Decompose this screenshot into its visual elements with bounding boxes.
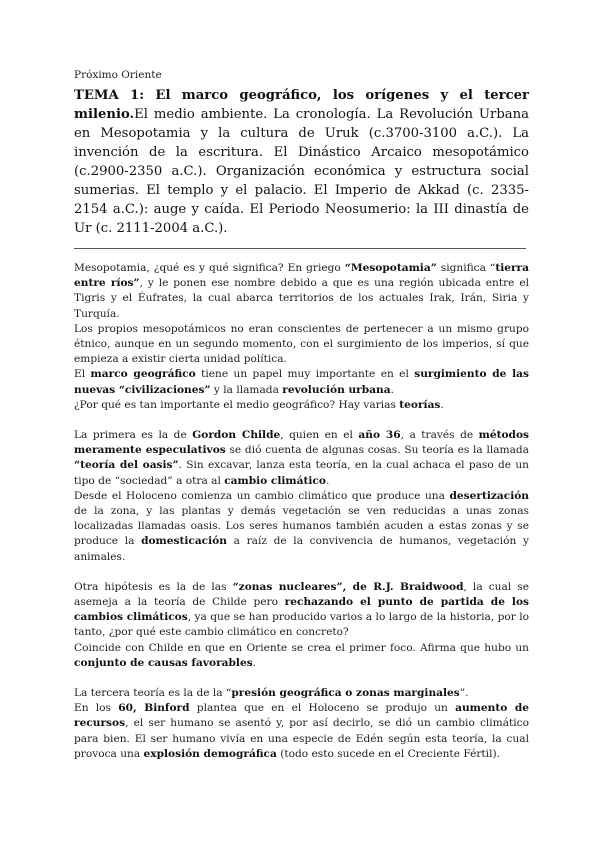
- bold-text: explosión demográfica: [143, 747, 277, 760]
- text-run: .: [252, 656, 257, 669]
- body-paragraph: [74, 701, 529, 762]
- text-run: ”.: [459, 687, 469, 700]
- paragraph-spacer: [74, 671, 529, 686]
- text-run: Mesopotamia, ¿qué es y qué significa? En griego: [74, 262, 345, 274]
- text-run: La tercera teoría es la de la “: [74, 687, 232, 700]
- body-paragraph: [74, 428, 529, 489]
- text-run: tiene un papel muy importante en el: [195, 368, 415, 381]
- body-paragraph: [74, 489, 529, 565]
- text-run: .: [390, 383, 394, 396]
- topic-title-bold: TEMA 1: El marco geográfico, los orígenes y el tercer milenio.: [74, 88, 529, 122]
- text-run: .: [440, 398, 444, 411]
- text-run: La primera es la de: [74, 429, 193, 442]
- text-run: ¿Por qué es tan importante el medio geográfico? Hay varias: [74, 398, 400, 411]
- bold-text: presión geográfica o zonas marginales: [231, 687, 460, 700]
- topic-title: [74, 86, 529, 238]
- body-paragraph: [74, 641, 529, 671]
- bold-text: 60, Binford: [118, 702, 190, 715]
- text-run: , el ser humano se asentó y, por así decirlo, se dió un cambio climático para bien. El ser humano vivía en una especie de Edén según esta teoría, la cual provoca una: [74, 717, 529, 760]
- text-run: a raíz de la convivencia de humanos, vegetación y animales.: [74, 535, 529, 563]
- text-run: El: [74, 368, 91, 381]
- paragraph-spacer: [74, 565, 529, 580]
- text-run: Desde el Holoceno comienza un cambio climático que produce una: [74, 489, 450, 502]
- body-paragraph: [74, 580, 529, 641]
- bold-text: marco geográfico: [90, 368, 196, 381]
- text-run: . Sin excavar, lanza esta teoría, en la cual achaca el paso de un tipo de “sociedad” a otra al: [74, 459, 529, 487]
- bold-text: domesticación: [141, 535, 227, 548]
- subject-heading: Próximo Oriente: [74, 69, 162, 81]
- bold-text: Gordon Childe: [192, 429, 281, 442]
- bold-text: “zonas nucleares”, de R.J. Braidwood: [232, 580, 464, 593]
- text-run: Los propios mesopotámicos no eran conscientes de pertenecer a un mismo grupo étnico, aunque en un segundo momento, con el surgimiento de los imperios, sí que empieza a existir cierta unidad política.: [74, 322, 529, 366]
- text-run: se dió cuenta de algunas cosas. Su teoría es la llamada: [225, 444, 529, 457]
- text-run: de la zona, y las plantas y demás vegetación se ven reducidas a unas zonas localizadas llamadas oasis. Los seres humanos también acuden a estas zonas y se produce la: [74, 505, 529, 548]
- bold-text: aumento de recursos: [74, 702, 529, 730]
- bold-text: año 36: [358, 429, 401, 442]
- body-paragraph: [74, 398, 529, 413]
- horizontal-divider: [74, 248, 526, 249]
- body-paragraph: [74, 686, 529, 701]
- document-content: [74, 68, 529, 762]
- text-run: .: [325, 474, 330, 487]
- text-run: , quien en el: [280, 429, 359, 442]
- text-run: , ya que se han producido varios a lo largo de la historia, por lo tanto, ¿por qué este cambio climático en concreto?: [74, 611, 529, 639]
- bold-text: métodos meramente especulativos: [74, 429, 529, 457]
- text-run: Otra hipótesis es la de las: [74, 580, 233, 593]
- body-paragraph: [74, 367, 529, 397]
- bold-text: conjunto de causas favorables: [74, 656, 253, 669]
- bold-text: “Mesopotamia”: [344, 262, 437, 274]
- bold-text: surgimiento de las nuevas “civilizaciones”: [74, 368, 529, 396]
- text-run: , y le ponen ese nombre debido a que es una región ubicada entre el Tigris y el Éufrates, la cual abarca territorios de los actuales Irak, Irán, Siria y Turquía.: [74, 277, 529, 320]
- bold-text: teorías: [399, 398, 441, 411]
- text-run: y la llamada: [210, 383, 283, 396]
- body-paragraph: [74, 322, 529, 368]
- text-run: En los: [74, 702, 119, 715]
- topic-title-rest: El medio ambiente. La cronología. La Revolución Urbana en Mesopotamia y la cultura de Uruk (c.3700-3100 a.C.). La invención de la escritura. El Dinástico Arcaico mesopotámico (c.2900-2350 a.C.). Organización económica y estructura social sumerias. El templo y el palacio. El Imperio de Akkad (c. 2335-2154 a.C.): auge y caída. El Periodo Neosumerio: la III dinastía de Ur (c. 2111-2004 a.C.).: [74, 107, 529, 236]
- bold-text: rechazando el punto de partida de los cambios climáticos: [74, 596, 529, 624]
- text-run: , la cual se asemeja a la teoría de Childe pero: [74, 580, 529, 609]
- bold-text: tierra entre ríos”: [74, 262, 529, 290]
- text-run: (todo esto sucede en el Creciente Fértil).: [276, 747, 500, 760]
- text-run: plantea que en el Holoceno se produjo un: [189, 702, 456, 715]
- text-run: , a través de: [400, 429, 479, 442]
- text-run: Coincide con Childe en que en Oriente se crea el primer foco. Afirma que hubo un: [74, 641, 529, 654]
- bold-text: “teoría del oasis”: [74, 459, 179, 472]
- paragraph-spacer: [74, 413, 529, 428]
- bold-text: revolución urbana: [282, 383, 391, 396]
- bold-text: cambio climático: [224, 474, 326, 487]
- document-body: [74, 261, 529, 762]
- body-paragraph: [74, 261, 529, 322]
- bold-text: desertización: [449, 489, 529, 502]
- text-run: significa “: [436, 262, 496, 274]
